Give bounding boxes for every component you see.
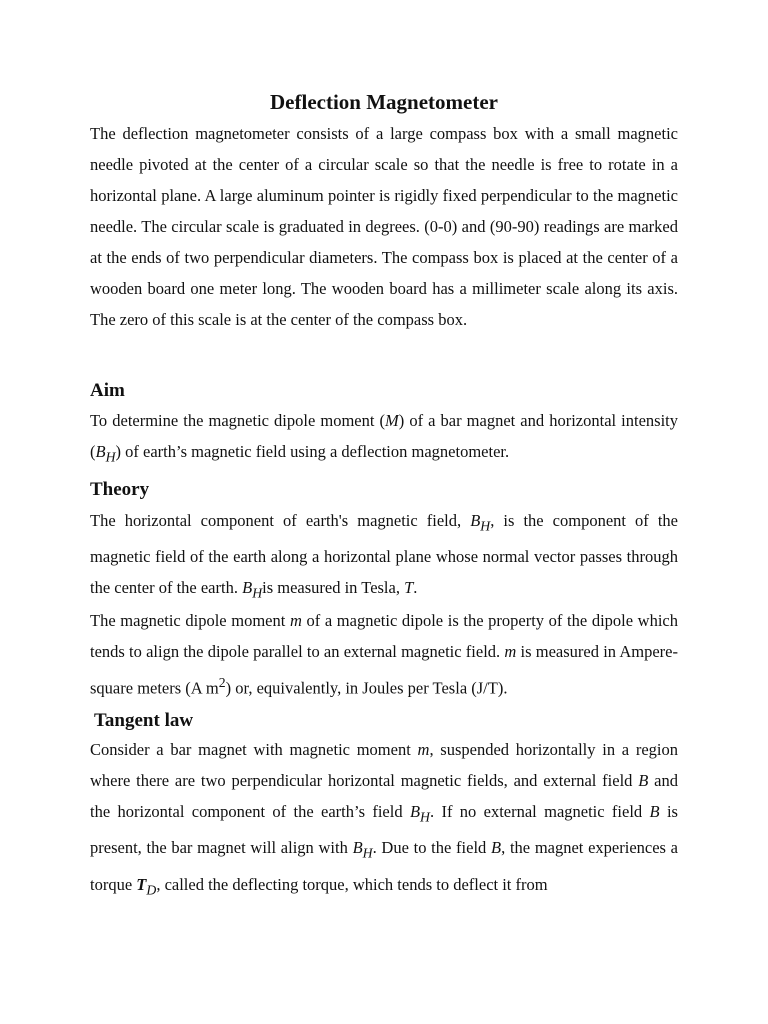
symbol-b: B: [409, 802, 421, 821]
text-run: To determine the magnetic dipole moment (: [90, 411, 386, 430]
text-run: , the magnet experiences a torque: [90, 838, 679, 894]
subscript-h: H: [420, 809, 430, 825]
page-title: Deflection Magnetometer: [270, 90, 498, 114]
text-run: , called the deflecting torque, which tends to deflect it from: [156, 874, 548, 894]
symbol-b: B: [242, 578, 253, 598]
text-run: .: [413, 578, 418, 598]
subscript-h: H: [362, 845, 373, 861]
symbol-torque: T: [136, 874, 147, 894]
text-run: is present, the bar magnet will align with: [90, 802, 678, 858]
symbol-m: m: [417, 740, 430, 759]
symbol-b: B: [470, 511, 481, 530]
text-run: , suspended horizontally in a region where there are two perpendicular horizontal magnetic fields, and external field: [90, 740, 679, 790]
symbol-m: M: [385, 411, 399, 430]
text-run: Consider a bar magnet with magnetic moment: [90, 740, 418, 759]
aim-paragraph: [90, 405, 678, 472]
superscript-2: 2: [218, 675, 226, 690]
subscript-d: D: [146, 881, 157, 897]
symbol-b: B: [491, 838, 502, 858]
text-run: of a magnetic dipole is the property of the dipole which tends to align the dipole parallel to an external magnetic field.: [90, 611, 678, 661]
intro-paragraph: The deflection magnetometer consists of a large compass box with a small magnetic needle pivoted at the center of a circular scale so that the needle is free to rotate in a horizontal plane. A large aluminum pointer is rigidly fixed perpendicular to the magnetic needle. The circular scale is graduated in degrees. (0-0) and (90-90) readings are marked at the ends of two perpendicular diameters. The compass box is placed at the center of a wooden board one meter long. The wooden board has a millimeter scale along its axis. The zero of this scale is at the center of the compass box.: [90, 124, 678, 329]
tangent-law-heading: Tangent law: [94, 710, 194, 731]
text-run: . Due to the field: [372, 838, 492, 858]
symbol-m: m: [504, 642, 517, 661]
aim-heading: Aim: [90, 380, 125, 401]
text-run: ) of earth’s magnetic field using a deflection magnetometer.: [115, 442, 510, 461]
theory-paragraph-2: [90, 605, 678, 704]
text-run: , is the component of the magnetic field of the earth along a horizontal plane whose normal vector passes through the center of the earth.: [90, 511, 678, 598]
symbol-b: B: [95, 442, 106, 461]
text-run: . If no external magnetic field: [429, 802, 650, 821]
symbol-b: B: [649, 802, 660, 821]
symbol-b: B: [352, 838, 363, 858]
text-run: The horizontal component of earth's magnetic field,: [90, 511, 471, 530]
symbol-b: B: [638, 771, 649, 790]
text-run: is measured in Ampere-square meters (A m: [90, 642, 678, 698]
text-run: and the horizontal component of the earth’s field: [90, 771, 678, 821]
text-run: ) or, equivalently, in Joules per Tesla (J/T).: [225, 678, 508, 698]
text-run: is measured in Tesla,: [262, 578, 405, 598]
text-run: The magnetic dipole moment: [90, 611, 290, 630]
subscript-h: H: [252, 585, 263, 601]
symbol-t: T: [404, 578, 414, 598]
text-run: ) of a bar magnet and horizontal intensity (: [90, 411, 678, 461]
subscript-h: H: [480, 518, 491, 534]
theory-heading: Theory: [90, 479, 150, 500]
theory-paragraph-1: [90, 505, 678, 609]
tangent-law-paragraph: [90, 734, 678, 905]
symbol-m: m: [289, 611, 302, 630]
subscript-h: H: [105, 449, 116, 465]
